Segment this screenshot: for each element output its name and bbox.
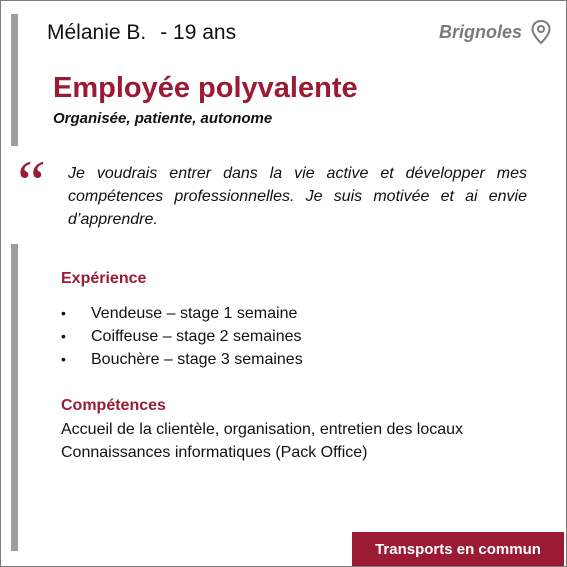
bullet-icon: •: [61, 305, 66, 321]
experience-heading: Expérience: [61, 270, 147, 287]
candidate-qualities: Organisée, patiente, autonome: [53, 110, 273, 127]
bullet-icon: •: [61, 351, 66, 367]
candidate-name: Mélanie B.: [47, 21, 147, 44]
map-pin-icon: [530, 19, 552, 45]
skills-heading: Compétences: [61, 397, 166, 414]
job-title: Employée polyvalente: [53, 72, 358, 104]
list-item: [61, 305, 303, 328]
skills-line: Accueil de la clientèle, organisation, entretien des locaux: [61, 421, 464, 438]
list-item: [61, 351, 303, 374]
accent-bar-bottom: [11, 244, 18, 551]
candidate-age: - 19 ans: [160, 21, 237, 44]
skills-text: [61, 418, 463, 464]
candidate-header: [47, 21, 236, 45]
experience-item: Vendeuse – stage 1 semaine: [91, 305, 298, 322]
list-item: [61, 328, 303, 351]
location-city: Brignoles: [438, 21, 522, 42]
transport-badge: Transports en commun: [352, 532, 564, 566]
candidate-quote: Je voudrais entrer dans la vie active et développer mes compétences professionnelles. Je suis motivée et ai envie d’apprendre.: [68, 165, 527, 228]
experience-item: Bouchère – stage 3 semaines: [91, 351, 303, 368]
experience-list: [61, 305, 303, 374]
quote-mark-icon: “: [11, 147, 47, 218]
location: [439, 18, 552, 46]
experience-item: Coiffeuse – stage 2 semaines: [91, 328, 302, 345]
skills-line: Connaissances informatiques (Pack Office): [61, 444, 368, 461]
bullet-icon: •: [61, 328, 66, 344]
accent-bar-top: [11, 14, 18, 146]
